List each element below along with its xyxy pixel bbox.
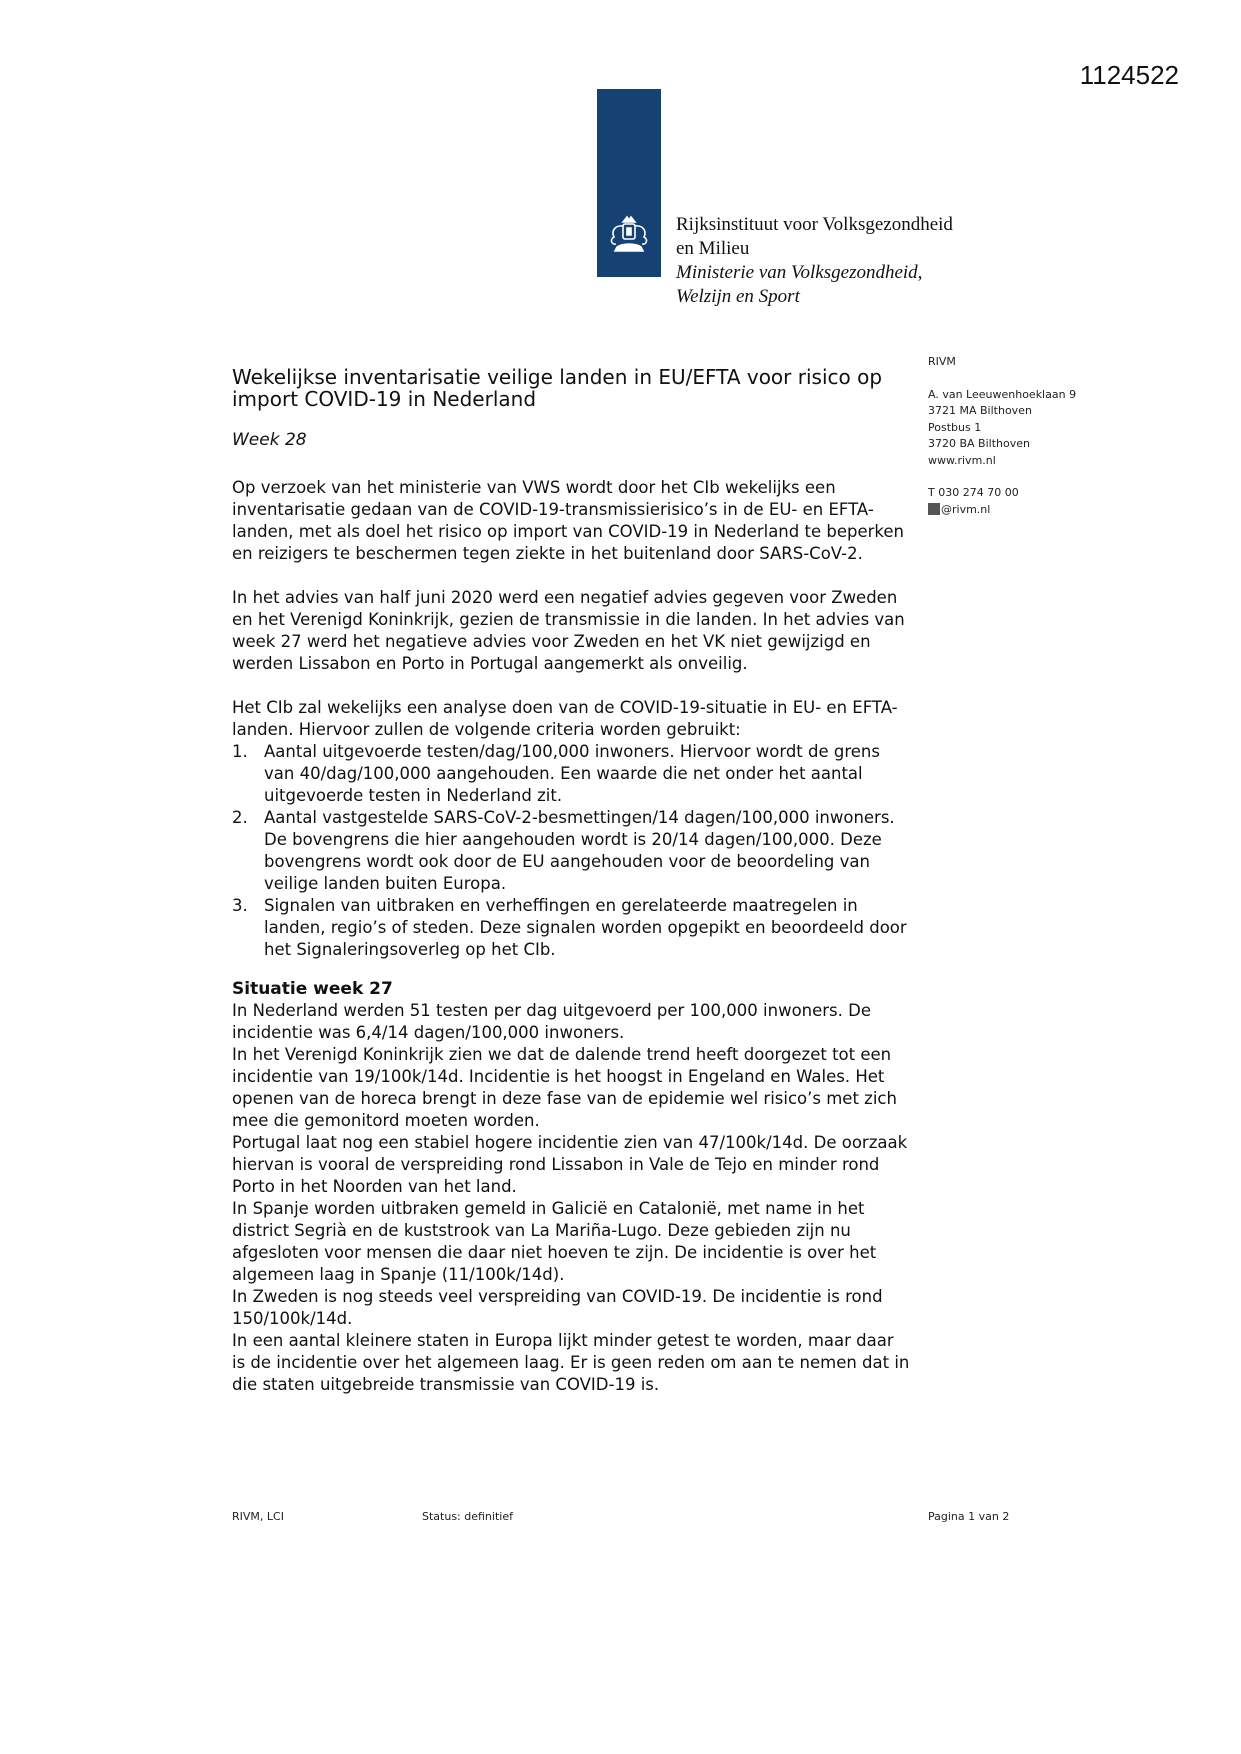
email-address[interactable]: @rivm.nl [928, 502, 1076, 519]
paragraph: Het CIb zal wekelijks een analyse doen van de COVID-19-situatie in EU- en EFTA-landen. Hiervoor zullen de volgende criteria worden gebruikt: [232, 698, 898, 739]
org-line-2: en Milieu [676, 238, 750, 259]
paragraph: Op verzoek van het ministerie van VWS wordt door het CIb wekelijks een inventarisatie gedaan van de COVID-19-transmissierisico’s in de EU- en EFTA-landen, met als doel het risico op import van COVID-19 in Nederland te beperken en reizigers te beschermen tegen ziekte in het buitenland door SARS-CoV-2. [232, 478, 904, 563]
address-line: Postbus 1 [928, 420, 982, 434]
list-item: 2. Aantal vastgestelde SARS-CoV-2-besmettingen/14 dagen/100,000 inwoners. De bovengrens die hier aangehouden wordt is 20/14 dagen/100,000. Deze bovengrens wordt ook door de EU aangehouden voor de beoordeling van veilige landen buiten Europa. [232, 808, 895, 893]
website-link[interactable]: www.rivm.nl [928, 453, 996, 467]
situation-line: In Zweden is nog steeds veel verspreiding van COVID-19. De incidentie is rond 150/100k/14d. [232, 1287, 883, 1328]
situation-line: In het Verenigd Koninkrijk zien we dat de dalende trend heeft doorgezet tot een incidentie van 19/100k/14d. Incidentie is het hoogst in Engeland en Wales. Het openen van de horeca brengt in deze fase van de epidemie wel risico’s met zich mee die gemonitord moeten worden. [232, 1045, 897, 1130]
address-line: 3720 BA Bilthoven [928, 437, 1030, 450]
sender-org: RIVM [928, 355, 956, 368]
document-id: 1124522 [1079, 60, 1179, 90]
page-number: Pagina 1 van 2 [928, 1510, 1010, 1523]
coat-of-arms-icon [605, 213, 653, 255]
document-title: Wekelijkse inventarisatie veilige landen in EU/EFTA voor risico op import COVID-19 in Nederland [232, 365, 883, 411]
org-line-1: Rijksinstituut voor Volksgezondheid [676, 214, 953, 235]
week-label: Week 28 [232, 430, 307, 450]
situation-line: Portugal laat nog een stabiel hogere incidentie zien van 47/100k/14d. De oorzaak hiervan is vooral de verspreiding rond Lissabon in Vale de Tejo en minder rond Porto in het Noorden van het land. [232, 1133, 908, 1196]
section-heading: Situatie week 27 [232, 979, 393, 999]
ministry-line-2: Welzijn en Sport [676, 286, 800, 307]
ministry-line-1: Ministerie van Volksgezondheid, [676, 262, 923, 283]
organization-name [676, 213, 953, 309]
list-item: 1. Aantal uitgevoerde testen/dag/100,000 inwoners. Hiervoor wordt de grens van 40/dag/100,000 aangehouden. Een waarde die net onder het aantal uitgevoerde testen in Nederland zit. [232, 742, 880, 805]
criteria-list [232, 741, 912, 961]
footer-status: Status: definitief [422, 1510, 513, 1523]
sender-info [928, 354, 1076, 518]
list-item: 3. Signalen van uitbraken en verheffingen en gerelateerde maatregelen in landen, regio’s of steden. Deze signalen worden opgepikt en beoordeeld door het Signaleringsoverleg op het CIb. [232, 896, 907, 959]
situation-line: In een aantal kleinere staten in Europa lijkt minder getest te worden, maar daar is de incidentie over het algemeen laag. Er is geen reden om aan te nemen dat in die staten uitgebreide transmissie van COVID-19 is. [232, 1331, 910, 1394]
address-line: A. van Leeuwenhoeklaan 9 [928, 387, 1077, 401]
situation-line: In Spanje worden uitbraken gemeld in Galicië en Catalonië, met name in het district Segrià en de kuststrook van La Mariña-Lugo. Deze gebieden zijn nu afgesloten voor mensen die daar niet hoeven te zijn. De incidentie is over het algemeen laag in Spanje (11/100k/14d). [232, 1199, 877, 1284]
paragraph: In het advies van half juni 2020 werd een negatief advies gegeven voor Zweden en het Verenigd Koninkrijk, gezien de transmissie in die landen. In het advies van week 27 werd het negatieve advies voor Zweden en het VK niet gewijzigd en werden Lissabon en Porto in Portugal aangemerkt als onveilig. [232, 588, 905, 673]
redaction-mark [928, 503, 940, 515]
rijksoverheid-logo [597, 89, 661, 277]
document-body [232, 366, 912, 1396]
footer-source: RIVM, LCI [232, 1510, 284, 1523]
address-line: 3721 MA Bilthoven [928, 404, 1032, 417]
situation-line: In Nederland werden 51 testen per dag uitgevoerd per 100,000 inwoners. De incidentie was 6,4/14 dagen/100,000 inwoners. [232, 1001, 872, 1042]
phone-number: T 030 274 70 00 [928, 486, 1019, 499]
